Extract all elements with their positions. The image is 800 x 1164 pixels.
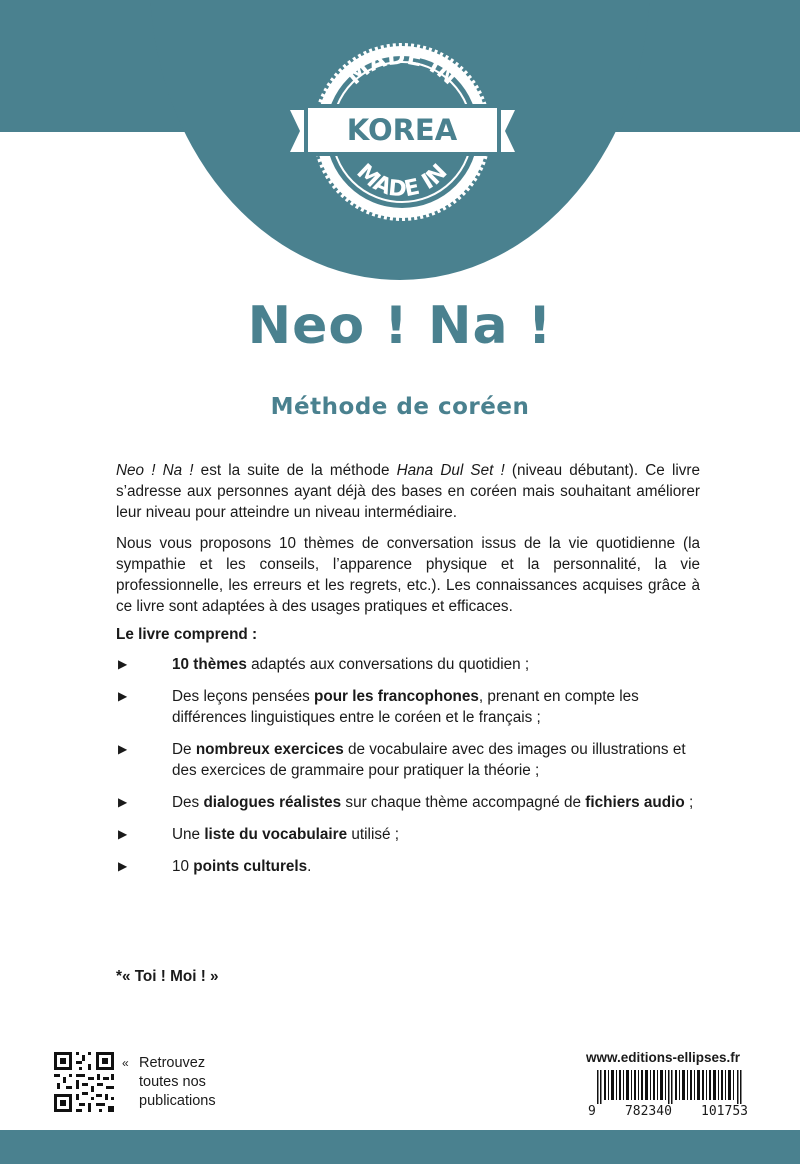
footer-band [0,1130,800,1164]
feature-item [116,739,706,781]
feature-text: ; [684,794,694,811]
features-list [116,654,706,888]
double-chevron-left-icon: « [122,1056,129,1070]
publisher-website[interactable]: www.editions-ellipses.fr [586,1050,741,1065]
themes-paragraph: Nous vous proposons 10 thèmes de conversation issus de la vie quotidienne (la sympathie et les conseils, l’apparence physique et la personnalité, la vie professionnelle, les erreurs et les regrets, etc.). Les connaissances acquises grâce à ce livre sont adaptées à des usages pratiques et efficaces. [116,535,700,615]
feature-text: Des leçons pensées [172,688,315,705]
badge-banner-text: KOREA [346,113,458,147]
made-in-korea-badge [290,28,515,223]
triangle-right-icon: ▶ [118,827,128,841]
feature-bold: points culturels [193,858,308,875]
feature-bold: pour les francophones [314,688,479,705]
feature-text: Une [172,826,205,843]
book-subtitle: Méthode de coréen [270,394,530,420]
isbn-group-1: 782340 [624,1104,672,1119]
feature-text: sur chaque thème accompagné de [341,794,586,811]
badge-top-text: MADE IN [342,44,462,91]
triangle-right-icon: ▶ [118,742,128,756]
contents-heading: Le livre comprend : [116,626,258,643]
feature-text: , prenant en compte les différences linguistiques entre le coréen et le français ; [172,688,639,726]
isbn-first-digit: 9 [588,1104,596,1119]
intro-book-name: Neo ! Na ! [116,462,194,479]
feature-text: De [172,741,196,758]
feature-text: . [307,858,312,875]
barcode [597,1070,742,1104]
feature-bold: nombreux exercices [195,741,344,758]
feature-bold: 10 thèmes [172,656,247,673]
feature-item [116,686,706,728]
book-title: Neo ! Na ! [247,296,553,356]
feature-text: de vocabulaire avec des images ou illustrations et des exercices de grammaire pour pratiquer la théorie ; [172,741,686,779]
feature-text: adaptés aux conversations du quotidien ; [246,656,530,673]
feature-item [116,792,706,813]
feature-item [116,824,706,845]
feature-text: 10 [172,858,194,875]
feature-item [116,856,706,877]
publications-line-1: Retrouvez [139,1055,206,1071]
intro-text-a: est la suite de la méthode [193,462,397,479]
publications-line-3: publications [139,1093,216,1109]
triangle-right-icon: ▶ [118,689,128,703]
feature-bold: fichiers audio [585,794,685,811]
badge-bottom-text: MADE IN [351,159,453,203]
title-translation: *« Toi ! Moi ! » [116,968,219,985]
feature-text: Des [172,794,204,811]
feature-item [116,654,706,675]
triangle-right-icon: ▶ [118,859,128,873]
feature-bold: dialogues réalistes [203,794,342,811]
isbn-group-2: 101753 [701,1104,748,1119]
isbn-number [588,1104,748,1119]
intro-paragraph [116,460,700,523]
publications-line-2: toutes nos [139,1074,206,1090]
triangle-right-icon: ▶ [118,795,128,809]
triangle-right-icon: ▶ [118,657,128,671]
intro-prev-method: Hana Dul Set ! [396,462,505,479]
feature-bold: liste du vocabulaire [204,826,348,843]
publications-link[interactable] [122,1054,216,1111]
qr-code[interactable] [52,1050,116,1114]
intro-text-b: (niveau débutant). Ce livre s’adresse aux personnes ayant déjà des bases en coréen mais souhaitant améliorer leur niveau pour atteindre un niveau intermédiaire. [116,462,700,521]
feature-text: utilisé ; [347,826,399,843]
